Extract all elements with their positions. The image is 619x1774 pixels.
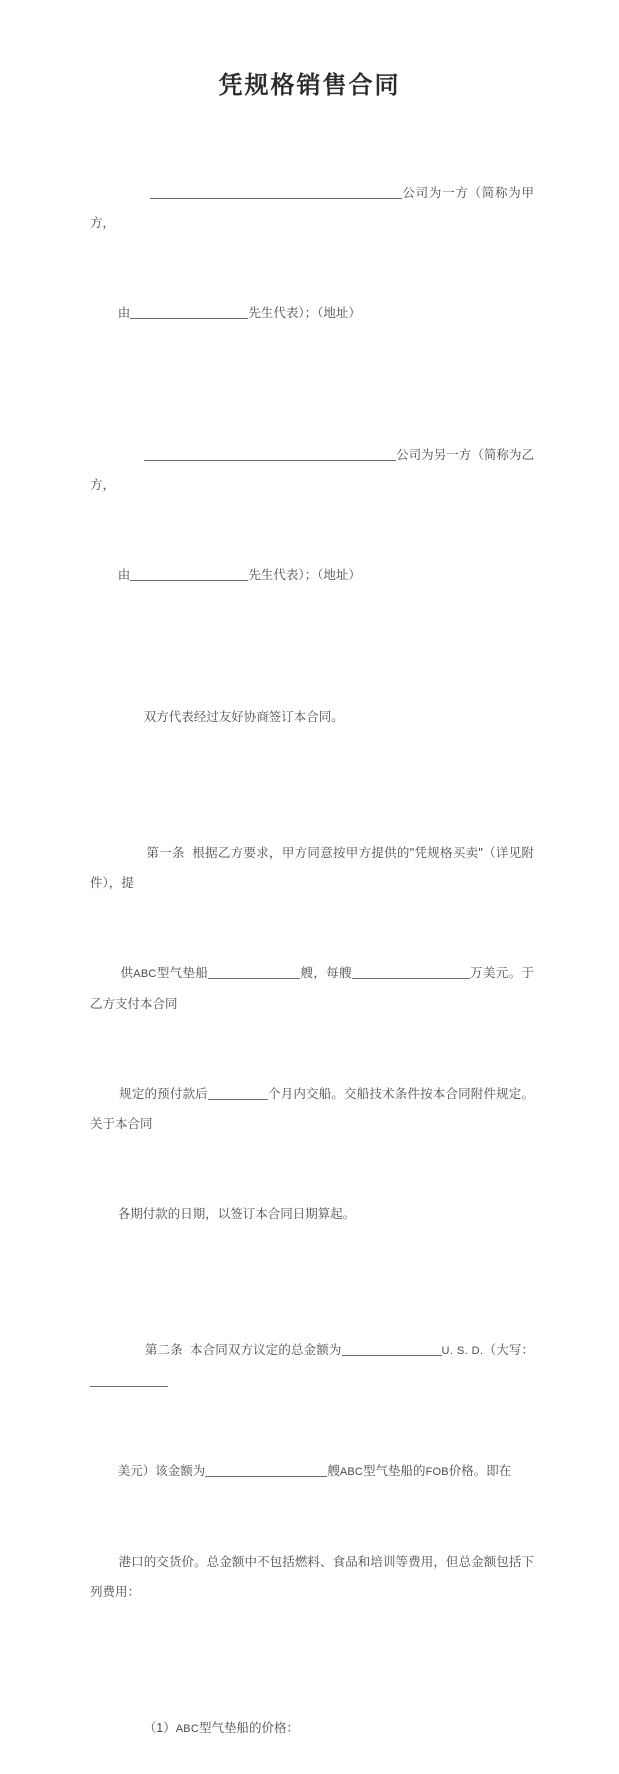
fob-term: FOB bbox=[425, 1466, 449, 1478]
article-2-line-3-text: 港口的交货价。总金额中不包括燃料、食品和培训等费用，但总金额包括下列费用： bbox=[90, 1555, 534, 1599]
article-2-line-1 bbox=[90, 1305, 534, 1426]
party-a-block bbox=[90, 148, 534, 358]
currency-code-usd: U. S. D. bbox=[441, 1345, 484, 1357]
article-2-l2-d: 价格。即在 bbox=[448, 1464, 512, 1478]
item-1-paragraph bbox=[90, 1683, 534, 1774]
item-1-text: 型气垫船的价格： bbox=[198, 1721, 299, 1735]
vessel-qty-blank[interactable] bbox=[205, 1462, 327, 1477]
unit-price-blank[interactable] bbox=[352, 964, 470, 979]
party-b-line-1 bbox=[90, 410, 534, 530]
item-1-model-abc: ABC bbox=[175, 1723, 199, 1735]
party-b-line-1-text: 公司为另一方（简称为乙方， bbox=[90, 448, 534, 492]
article-2-l1-a: 第二条 本合同双方议定的总金额为 bbox=[144, 1343, 342, 1357]
vessel-count-blank[interactable] bbox=[208, 964, 300, 979]
article-2-model-abc: ABC bbox=[339, 1466, 364, 1478]
party-a-rep-blank[interactable] bbox=[130, 304, 248, 319]
party-a-rep-suffix: 先生代表）；（地址） bbox=[248, 306, 361, 320]
party-b-line-2 bbox=[90, 530, 534, 620]
amount-in-words-blank[interactable] bbox=[90, 1372, 168, 1387]
party-b-rep-suffix: 先生代表）；（地址） bbox=[248, 568, 361, 582]
article-2-line-3 bbox=[90, 1517, 534, 1637]
article-1-l2-c: 艘，每艘 bbox=[300, 966, 352, 980]
preamble-paragraph bbox=[90, 672, 534, 762]
article-2-paragraph bbox=[90, 1305, 534, 1637]
party-a-rep-prefix: 由 bbox=[117, 306, 131, 320]
delivery-months-blank[interactable] bbox=[208, 1085, 268, 1100]
item-1-line bbox=[90, 1683, 534, 1774]
article-2-l2-b: 艘 bbox=[327, 1464, 340, 1478]
article-2-line-2 bbox=[90, 1426, 534, 1517]
total-amount-blank[interactable] bbox=[342, 1341, 442, 1356]
article-2-l2-c: 型气垫船的 bbox=[363, 1464, 426, 1478]
article-1-line-1 bbox=[90, 808, 534, 928]
party-a-line-1 bbox=[90, 148, 534, 268]
article-1-line-4-text: 各期付款的日期，以签订本合同日期算起。 bbox=[117, 1207, 356, 1221]
party-b-company-blank[interactable] bbox=[144, 446, 396, 461]
party-b-rep-blank[interactable] bbox=[130, 566, 248, 581]
article-1-line-2 bbox=[90, 928, 534, 1049]
preamble-text: 双方代表经过友好协商签订本合同。 bbox=[143, 710, 344, 724]
article-1-l2-a: 供 bbox=[120, 966, 134, 980]
article-2-l2-a: 美元）该金额为 bbox=[117, 1464, 206, 1478]
article-1-paragraph bbox=[90, 808, 534, 1259]
party-b-rep-prefix: 由 bbox=[117, 568, 131, 582]
item-1-label: （1） bbox=[143, 1721, 176, 1735]
article-2-l1-b: （大写： bbox=[483, 1343, 534, 1357]
article-1-line-4 bbox=[90, 1169, 534, 1259]
party-a-line-1-text: 公司为一方（简称为甲方， bbox=[90, 186, 534, 230]
party-b-block bbox=[90, 410, 534, 620]
party-a-line-2 bbox=[90, 268, 534, 358]
article-1-line-1-text: 第一条 根据乙方要求，甲方同意按甲方提供的"凭规格买卖"（详见附件），提 bbox=[90, 846, 534, 890]
article-1-l2-d: 万美元。于乙方支付本合同 bbox=[90, 966, 534, 1011]
party-a-company-blank[interactable] bbox=[150, 184, 402, 199]
page-title: 凭规格销售合同 bbox=[218, 72, 401, 99]
article-1-l3-a: 规定的预付款后 bbox=[119, 1087, 208, 1101]
article-1-l2-b: 型气垫船 bbox=[156, 966, 209, 980]
article-1-line-3 bbox=[90, 1049, 534, 1169]
preamble-line bbox=[90, 672, 534, 762]
article-1-model-abc: ABC bbox=[133, 968, 157, 980]
document-body bbox=[0, 148, 619, 1774]
article-1-l3-b: 个月内交船。交船技术条件按本合同附件规定。关于本合同 bbox=[90, 1087, 534, 1131]
